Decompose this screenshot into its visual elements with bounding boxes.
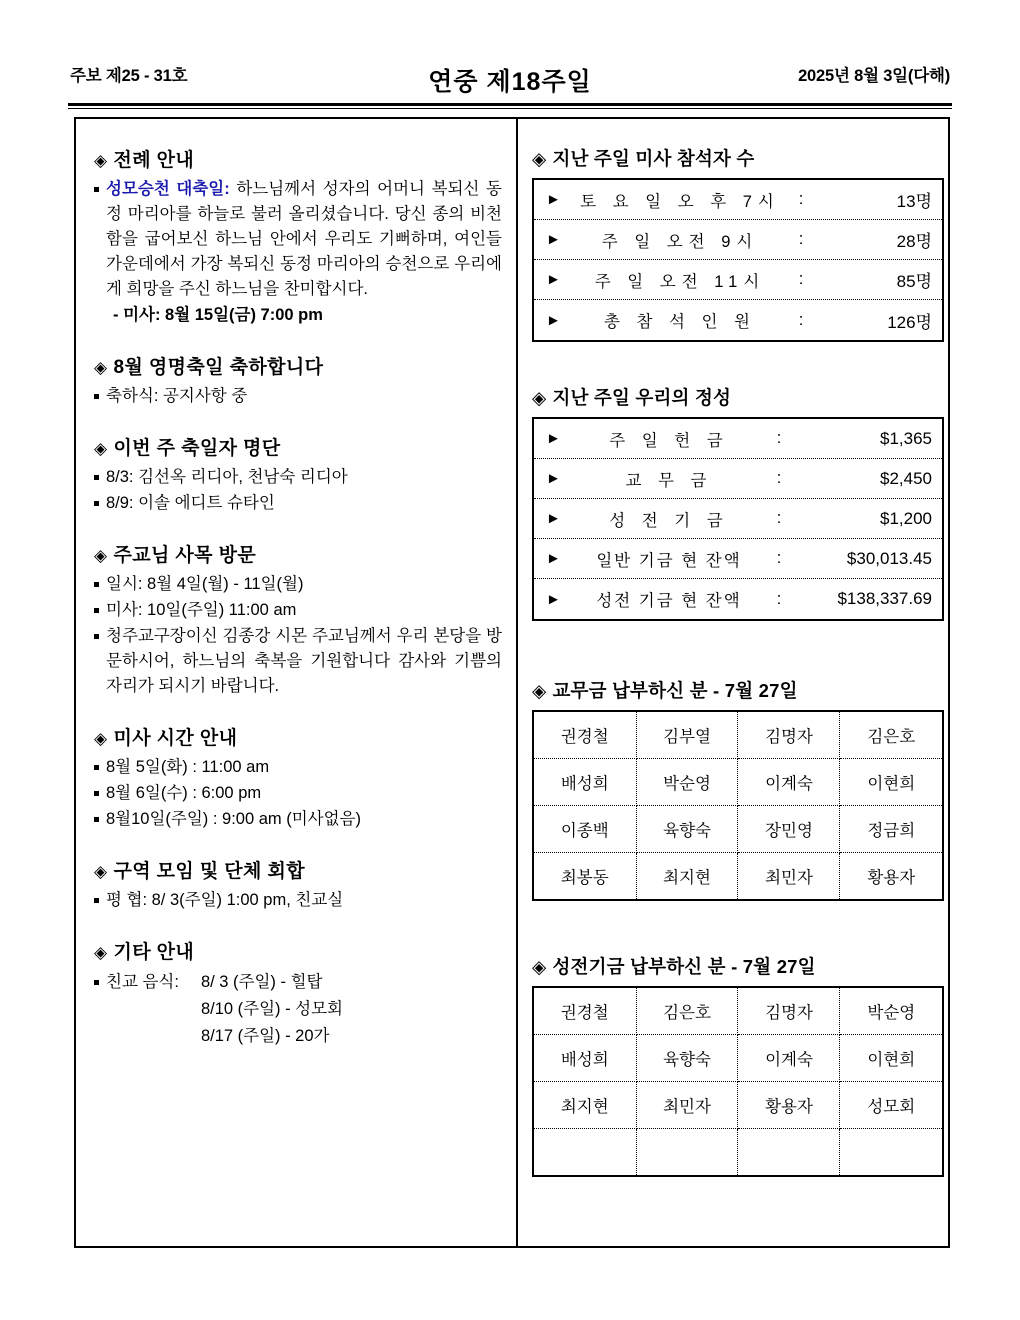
list-item [94, 572, 502, 597]
diamond-icon: ◈ [532, 956, 547, 977]
spacer [94, 915, 502, 937]
table-row [533, 806, 943, 853]
diamond-icon: ◈ [94, 439, 108, 458]
donor-name: 이현희 [840, 759, 943, 806]
donor-name: 이종백 [533, 806, 636, 853]
spacer [94, 411, 502, 433]
bulletin-issue-number: 주보 제25 - 31호 [70, 67, 188, 85]
fellowship-food-entry: 8/10 (주일) - 성모회 [200, 1000, 343, 1018]
section-heading [94, 352, 502, 379]
arrow-icon: ► [546, 311, 561, 329]
list-item [94, 624, 502, 699]
arrow-icon: ► [546, 590, 561, 608]
row-colon: : [776, 429, 782, 447]
bullet-square-icon [94, 765, 99, 770]
table-row [534, 220, 942, 260]
diamond-icon: ◈ [532, 148, 547, 169]
row-value: 28명 [896, 232, 932, 251]
table-row [533, 1035, 943, 1082]
row-colon: : [798, 310, 804, 329]
section-heading-label: 구역 모임 및 단체 회합 [113, 861, 305, 882]
section-heading [94, 433, 502, 460]
list-item [94, 888, 502, 913]
masthead-rule-thin [68, 108, 952, 109]
attendance-heading [532, 145, 936, 171]
row-value: 13명 [896, 192, 932, 211]
list-item-text [106, 177, 502, 302]
row-colon: : [798, 190, 804, 208]
donor-name: 이계숙 [738, 1035, 840, 1082]
spacer [532, 625, 936, 651]
donor-name: 성모회 [840, 1082, 943, 1129]
offerings-heading-label: 지난 주일 우리의 정성 [552, 387, 732, 408]
fellowship-food-entry: 8/ 3 (주일) - 힐탑 [200, 973, 323, 991]
section-heading-label: 8월 영명축일 축하합니다 [113, 357, 324, 378]
donor-name: 권경철 [533, 711, 636, 759]
donor-name: 박순영 [636, 759, 738, 806]
feast-mass-time: - 미사: 8월 15일(금) 7:00 pm [113, 306, 323, 324]
donor-name: 권경철 [533, 987, 636, 1035]
bullet-square-icon [94, 898, 99, 903]
list-item-text: 8월 5일(화) : 11:00 am [106, 758, 270, 776]
diamond-icon: ◈ [94, 862, 108, 881]
donor-name: 이계숙 [738, 759, 840, 806]
parish-dues-table [532, 710, 944, 901]
parish-dues-heading-label: 교무금 납부하신 분 - 7월 27일 [552, 680, 798, 701]
left-column [76, 119, 516, 1246]
table-row [534, 260, 942, 300]
table-row [533, 1129, 943, 1177]
section-heading [94, 145, 502, 172]
list-item [94, 465, 502, 490]
section-feast-day-members [94, 433, 502, 516]
spacer [532, 346, 936, 372]
table-row [533, 759, 943, 806]
bullet-square-icon [94, 634, 99, 639]
donor-name [636, 1129, 738, 1177]
diamond-icon: ◈ [94, 546, 108, 565]
arrow-icon: ► [546, 271, 561, 288]
section-heading [94, 540, 502, 567]
list-item [94, 384, 502, 409]
donor-name: 김은호 [636, 987, 738, 1035]
table-row [533, 1082, 943, 1129]
row-value: $1,200 [880, 508, 932, 528]
row-label: 주 일 오전 9시 [601, 232, 759, 251]
section-heading-label: 전례 안내 [113, 150, 195, 171]
arrow-icon: ► [546, 191, 561, 208]
donor-name: 김명자 [738, 711, 840, 759]
row-label: 주 일 오전 11시 [594, 272, 766, 291]
row-label: 교 무 금 [625, 471, 713, 490]
bullet-square-icon [94, 475, 99, 480]
diamond-icon: ◈ [94, 358, 108, 377]
spacer [532, 372, 936, 384]
bullet-square-icon [94, 791, 99, 796]
bullet-square-icon [94, 187, 99, 192]
list-item [94, 598, 502, 623]
table-row [534, 579, 942, 619]
section-heading [94, 723, 502, 750]
spacer [94, 834, 502, 856]
donor-name: 육향숙 [636, 1035, 738, 1082]
list-item-text: 미사: 10일(주일) 11:00 am [106, 601, 297, 619]
list-item-text: 일시: 8월 4일(월) - 11일(월) [106, 575, 304, 593]
fellowship-food-item [94, 969, 502, 1050]
list-item-text: 평 협: 8/ 3(주일) 1:00 pm, 친교실 [106, 891, 344, 909]
donor-name [533, 1129, 636, 1177]
section-heading-label: 이번 주 축일자 명단 [113, 438, 281, 459]
fellowship-food-label: 친교 음식: [106, 973, 179, 991]
arrow-icon: ► [546, 430, 561, 447]
bullet-square-icon [94, 394, 99, 399]
list-item [94, 781, 502, 806]
arrow-icon: ► [546, 470, 561, 487]
donor-name: 최민자 [738, 853, 840, 901]
section-heading-label: 미사 시간 안내 [113, 728, 238, 749]
section-liturgy-notice [94, 145, 502, 328]
list-item-text: 8월10일(주일) : 9:00 am (미사없음) [106, 810, 361, 828]
donor-name: 배성희 [533, 1035, 636, 1082]
row-label: 성전 기금 현 잔액 [596, 592, 742, 610]
donor-name: 김은호 [840, 711, 943, 759]
table-row [533, 987, 943, 1035]
feast-body: 하느님께서 성자의 어머니 복되신 동정 마리아를 하늘로 불러 올리셨습니다. 당신 종의 비천함을 굽어보신 하느님 안에서 우리도 기뻐하며, 여인들 가운데에서 가장 복되신 동정 마리아의 승천으로 우리에게 희망을 주신 하느님을 찬미합시다. [106, 180, 502, 298]
feast-title: 성모승천 대축일: [106, 180, 230, 198]
spacer [532, 901, 936, 927]
list-item [94, 807, 502, 832]
section-name-day-august [94, 352, 502, 409]
donor-name [840, 1129, 943, 1177]
content-frame [74, 117, 950, 1248]
arrow-icon: ► [546, 550, 561, 567]
row-value: $2,450 [880, 468, 932, 488]
donor-name: 김명자 [738, 987, 840, 1035]
donor-name: 정금희 [840, 806, 943, 853]
list-item [94, 755, 502, 780]
donor-name [738, 1129, 840, 1177]
row-colon: : [798, 270, 804, 288]
right-column [518, 119, 948, 1246]
table-row [534, 419, 942, 459]
table-row [534, 180, 942, 220]
attendance-table [532, 178, 944, 342]
diamond-icon: ◈ [94, 729, 108, 748]
spacer [532, 927, 936, 953]
table-row [534, 459, 942, 499]
table-row [534, 300, 942, 340]
bulletin-date: 2025년 8월 3일(다해) [798, 67, 950, 85]
parish-dues-heading [532, 677, 936, 703]
row-label: 토 요 일 오 후 7시 [580, 192, 780, 211]
section-heading-label: 주교님 사목 방문 [113, 545, 257, 566]
row-colon: : [776, 549, 782, 567]
row-value: $30,013.45 [846, 548, 932, 568]
row-label: 총 참 석 인 원 [603, 313, 757, 331]
bullet-square-icon [94, 501, 99, 506]
row-label: 성 전 기 금 [609, 511, 729, 530]
attendance-heading-label: 지난 주일 미사 참석자 수 [552, 148, 755, 169]
spacer [94, 701, 502, 723]
section-mass-schedule [94, 723, 502, 832]
donor-name: 육향숙 [636, 806, 738, 853]
section-other-notices [94, 937, 502, 1050]
donor-name: 박순영 [840, 987, 943, 1035]
donor-name: 최봉동 [533, 853, 636, 901]
row-value: $1,365 [880, 428, 932, 448]
masthead-rule-thick [68, 103, 952, 106]
row-label: 일반 기금 현 잔액 [596, 551, 742, 570]
diamond-icon: ◈ [532, 387, 547, 408]
row-value: 85명 [896, 272, 932, 291]
table-row [534, 539, 942, 579]
bulletin-title: 연중 제18주일 [428, 68, 592, 96]
list-item-text: 축하식: 공지사항 중 [106, 387, 248, 405]
donor-name: 황용자 [867, 869, 916, 887]
list-item-text: 8/3: 김선옥 리디아, 천남숙 리디아 [106, 468, 348, 486]
diamond-icon: ◈ [94, 943, 108, 962]
table-row [533, 711, 943, 759]
donor-name: 최지현 [533, 1082, 636, 1129]
spacer [94, 518, 502, 540]
list-item [94, 177, 502, 302]
section-district-meetings [94, 856, 502, 913]
row-label: 주 일 헌 금 [609, 431, 729, 450]
bullet-square-icon [94, 817, 99, 822]
row-colon: : [776, 469, 782, 487]
fellowship-food-entry: 8/17 (주일) - 20가 [200, 1027, 330, 1045]
row-colon: : [776, 589, 782, 608]
building-fund-heading-label: 성전기금 납부하신 분 - 7월 27일 [552, 956, 816, 977]
donor-name: 이현희 [840, 1035, 943, 1082]
list-item-text: 8/9: 이솔 에디트 슈타인 [106, 494, 275, 512]
donor-name: 장민영 [738, 806, 840, 853]
row-colon: : [776, 509, 782, 527]
section-heading-label: 기타 안내 [113, 942, 195, 963]
spacer [94, 330, 502, 352]
bullet-square-icon [94, 608, 99, 613]
bullet-square-icon [94, 980, 99, 985]
arrow-icon: ► [546, 231, 561, 248]
offerings-table [532, 417, 944, 621]
diamond-icon: ◈ [532, 680, 547, 701]
diamond-icon: ◈ [94, 151, 108, 170]
table-row [533, 853, 943, 901]
donor-name: 황용자 [738, 1082, 840, 1129]
building-fund-table [532, 986, 944, 1177]
row-value: 126명 [887, 312, 932, 332]
offerings-heading [532, 384, 936, 410]
donor-name: 김부열 [636, 711, 738, 759]
row-colon: : [798, 230, 804, 248]
list-item [94, 491, 502, 516]
donor-name: 최지현 [636, 853, 738, 901]
section-bishop-pastoral-visit [94, 540, 502, 699]
donor-name: 최민자 [636, 1082, 738, 1129]
masthead [70, 62, 950, 98]
bullet-square-icon [94, 582, 99, 587]
list-item-text: 8월 6일(수) : 6:00 pm [106, 784, 262, 802]
section-heading [94, 937, 502, 964]
row-value: $138,337.69 [837, 589, 932, 608]
arrow-icon: ► [546, 510, 561, 527]
fellowship-food-list [201, 969, 343, 1050]
list-item-text: 청주교구장이신 김종강 시몬 주교님께서 우리 본당을 방문하시어, 하느님의 축복을 기원합니다 감사와 기쁨의 자리가 되시기 바랍니다. [106, 627, 502, 695]
spacer [532, 651, 936, 677]
section-heading [94, 856, 502, 883]
donor-name: 배성희 [533, 759, 636, 806]
table-row [534, 499, 942, 539]
building-fund-heading [532, 953, 936, 979]
